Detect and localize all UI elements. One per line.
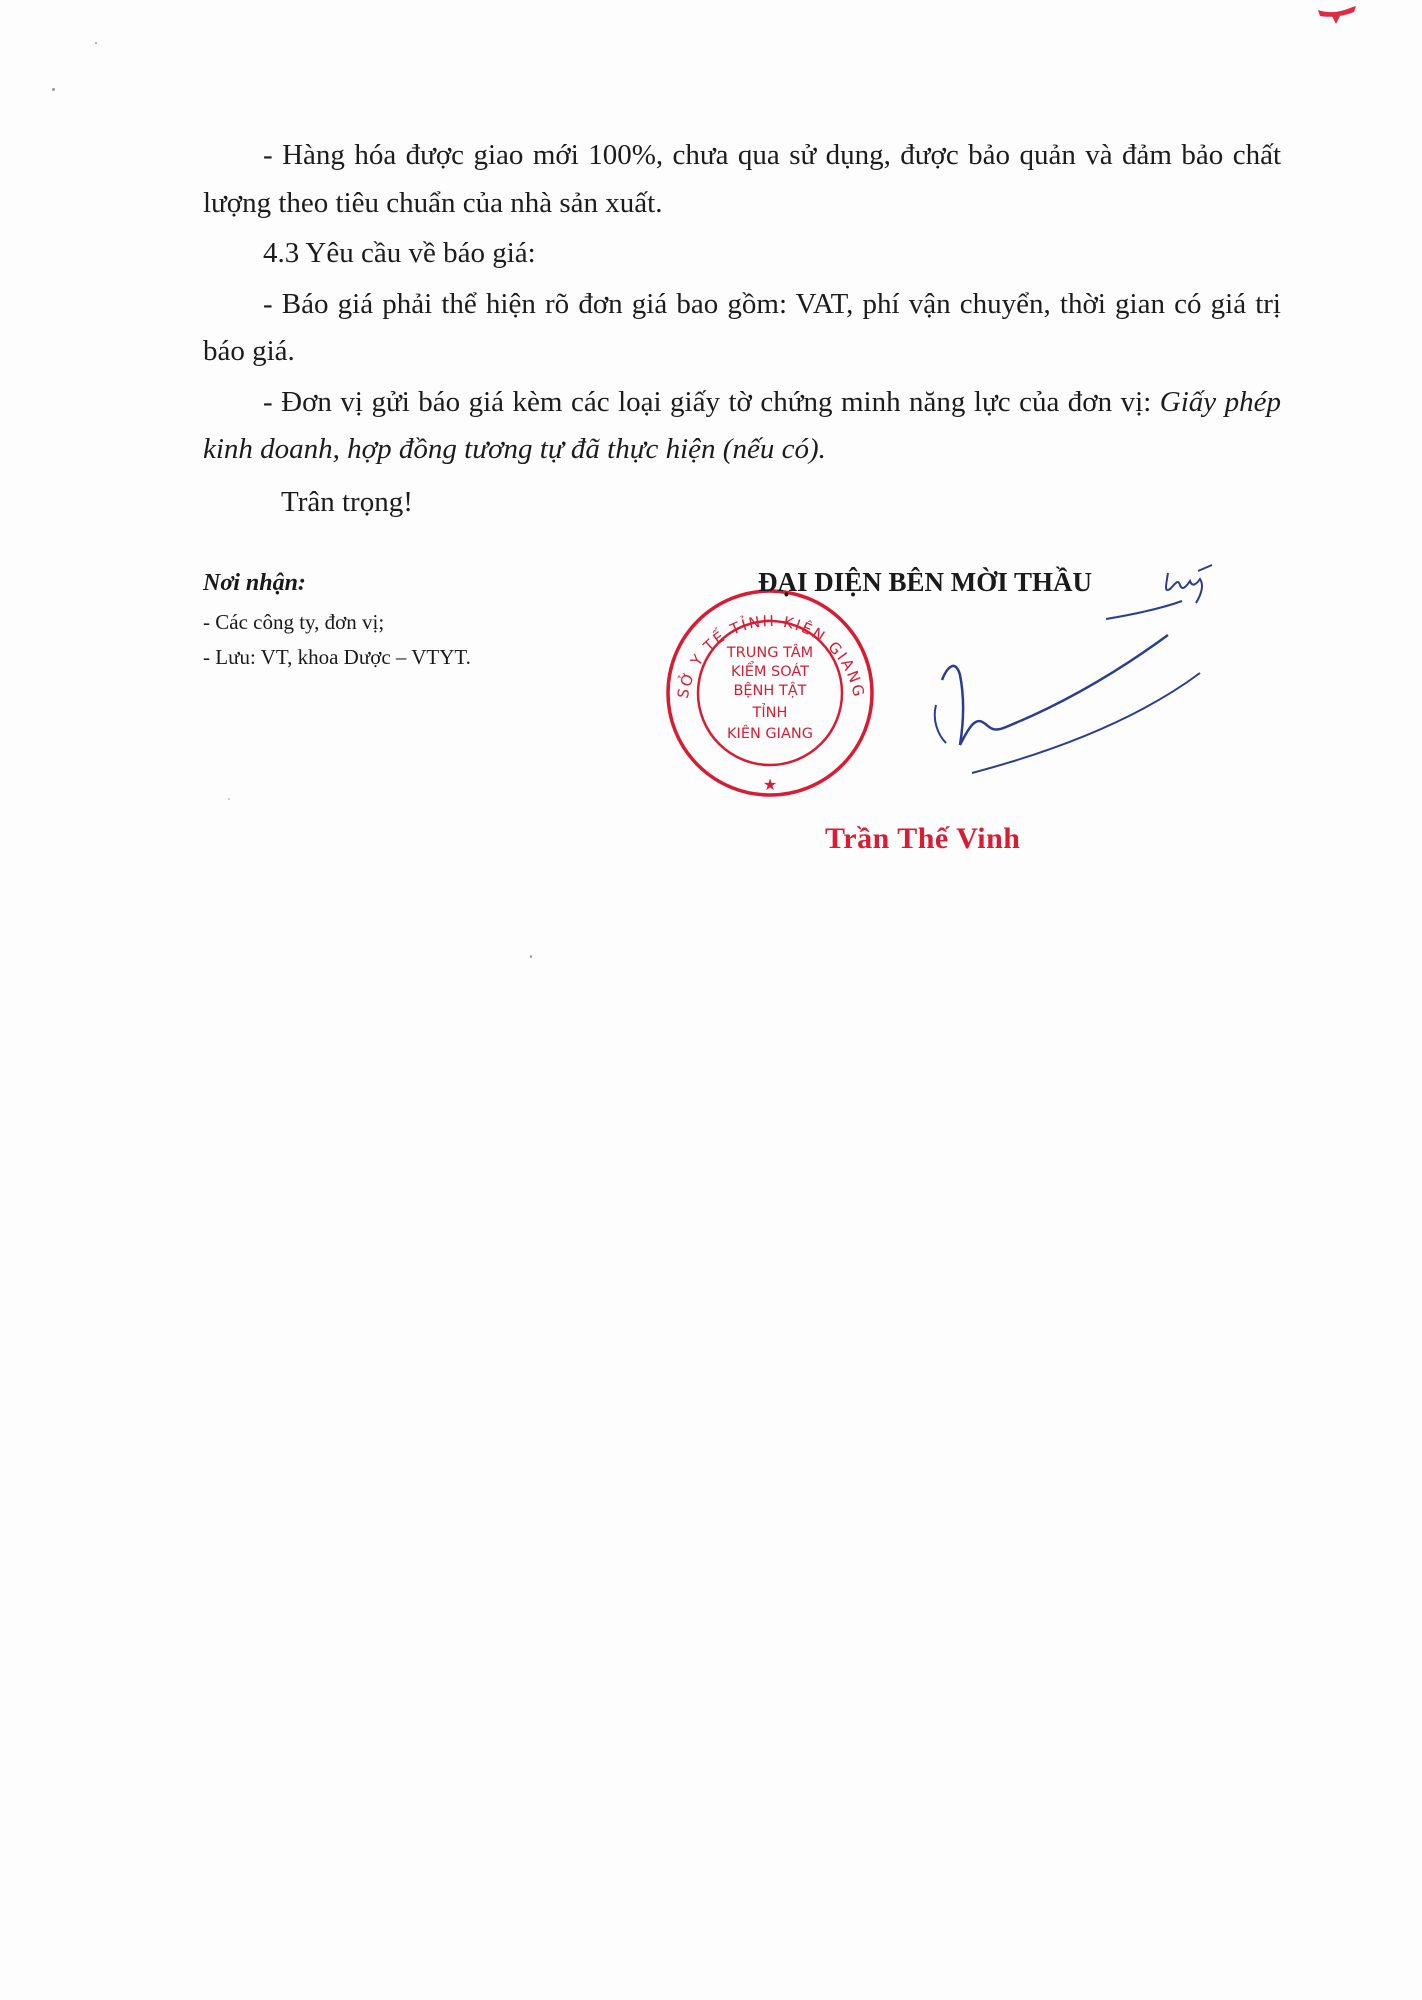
svg-text:KIÊN GIANG: KIÊN GIANG <box>727 726 813 742</box>
handwritten-signature <box>860 555 1240 795</box>
recipients-block <box>203 568 723 675</box>
svg-text:★: ★ <box>762 775 778 794</box>
recipient-item: - Các công ty, đơn vị; <box>203 610 385 634</box>
recipient-item: - Lưu: VT, khoa Dược – VTYT. <box>203 645 471 669</box>
svg-text:TỈNH: TỈNH <box>752 705 788 721</box>
required-documents-list: Giấy phép kinh doanh, hợp đồng tương tự đã thực hiện (nếu có). <box>203 385 1281 465</box>
scan-speck <box>95 42 97 44</box>
red-ink-mark <box>1310 0 1370 30</box>
scan-speck <box>228 798 230 800</box>
svg-text:BỆNH TẬT: BỆNH TẬT <box>733 683 807 699</box>
svg-text:TRUNG TÂM: TRUNG TÂM <box>726 645 814 661</box>
recipients-heading: Nơi nhận: <box>203 570 306 596</box>
paragraph-goods-condition: - Hàng hóa được giao mới 100%, chưa qua sử dụng, được bảo quản và đảm bảo chất lượng theo tiêu chuẩn của nhà sản xuất. <box>203 139 1281 219</box>
scan-speck <box>530 955 532 958</box>
representative-title: ĐẠI DIỆN BÊN MỜI THẦU <box>758 567 1093 597</box>
letter-body <box>203 132 1281 526</box>
svg-text:KIỂM SOÁT: KIỂM SOÁT <box>730 664 810 680</box>
paragraph-required-documents <box>203 379 1281 474</box>
section-heading-quote-requirements: 4.3 Yêu cầu về báo giá: <box>263 237 536 269</box>
closing-greeting: Trân trọng! <box>281 485 413 518</box>
official-seal <box>664 583 876 803</box>
required-documents-lead: - Đơn vị gửi báo giá kèm các loại giấy tờ chứng minh năng lực của đơn vị: <box>263 385 1160 418</box>
signer-name: Trần Thế Vinh <box>825 822 1021 855</box>
scan-speck <box>52 88 55 91</box>
svg-text:SỞ Y TẾ TỈNH KIÊN GIANG: SỞ Y TẾ TỈNH KIÊN GIANG <box>673 611 869 700</box>
paragraph-quote-content: - Báo giá phải thể hiện rõ đơn giá bao gồm: VAT, phí vận chuyển, thời gian có giá trị báo giá. <box>203 287 1281 367</box>
